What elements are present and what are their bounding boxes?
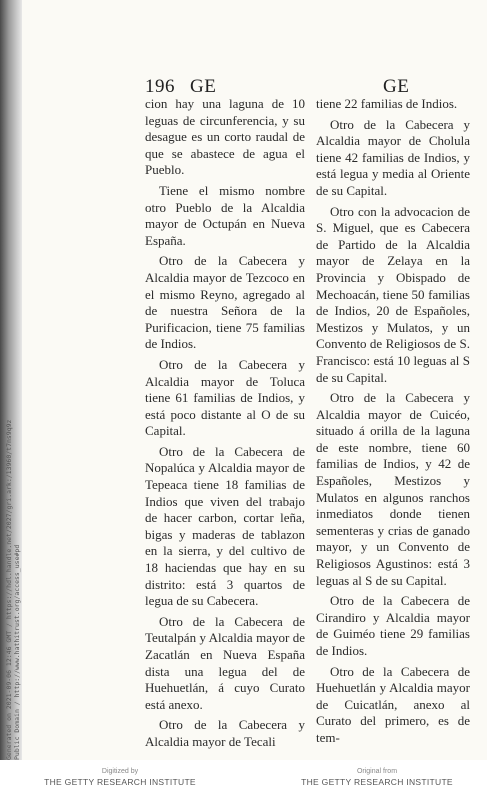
watermark-generated-line: Generated on 2021-09-06 12:46 GMT / https://hdl.handle.net/2027/gri.ark:/13960/t7ns9q9z	[5, 419, 13, 760]
digitized-by-block	[40, 768, 200, 787]
right-running-head: GE	[383, 76, 410, 97]
left-paragraph: Otro de la Cabecera y Alcaldia mayor de Tecali	[145, 717, 305, 749]
right-paragraph: tiene 22 familias de Indios.	[316, 96, 458, 111]
digitized-by-label: Digitized by	[101, 768, 139, 775]
page-footer	[0, 760, 487, 800]
digitized-by-institution: THE GETTY RESEARCH INSTITUTE	[44, 777, 196, 787]
right-paragraph: Otro de la Cabecera de Cirandiro y Alcaldia mayor de Guiméo tiene 29 familias de Indios.	[316, 593, 470, 658]
left-paragraph: Otro de la Cabecera y Alcaldia mayor de Tezcoco en el mismo Reyno, agregado al de nuestra Señora de la Purificacion, tiene 75 familias de Indios.	[145, 253, 305, 352]
watermark-license-line: Public Domain / http://www.hathitrust.org/access_use#pd	[13, 544, 21, 760]
left-paragraph: Otro de la Cabecera de Teutalpán y Alcaldia mayor de Zacatlán en Nueva España dista una legua del de Huehuetlán, á cuyo Curato está anexo.	[145, 613, 305, 712]
original-from-institution: THE GETTY RESEARCH INSTITUTE	[301, 777, 453, 787]
left-paragraph: Tiene el mismo nombre otro Pueblo de la Alcaldia mayor de Octupán en Nueva España.	[145, 182, 305, 248]
left-running-head: GE	[190, 76, 217, 97]
left-paragraph: Otro de la Cabecera y Alcaldia mayor de Toluca tiene 61 familias de Indios, y está poco distante al O de su Capital.	[145, 356, 305, 439]
hathitrust-watermark	[3, 300, 23, 760]
right-paragraph: Otro con la advocacion de S. Miguel, que es Cabecera de Partido de la Alcaldia mayor de Zelaya en la Provincia y Obispado de Mechoacán, tiene 50 familias de Indios, 20 de Españoles, Mestizos y Mulatos, y un Convento de Religiosos de S. Francisco: está 10 leguas al S de su Capital.	[316, 203, 470, 385]
left-paragraph: cion hay una laguna de 10 leguas de circunferencia, y su desague es un corto raudal de que se abastece de agua el Pueblo.	[145, 96, 305, 178]
original-from-block	[292, 768, 462, 787]
left-paragraph: Otro de la Cabecera de Nopalúca y Alcaldia mayor de Tepeaca tiene 18 familias de Indios que viven del trabajo de hacer carbon, cortar leña, bigas y maderas de tablazon en la sierra, y del cultivo de 18 haciendas que hay en su distrito: está 3 quartos de legua de su Cabecera.	[145, 443, 305, 609]
right-paragraph: Otro de la Cabecera y Alcaldia mayor de Cuicéo, situado á orilla de la laguna de este nombre, tiene 60 familias de Indios, y 42 de Españoles, Mestizos y Mulatos en algunos ranchos inmediatos donde tienen sementeras y crias de ganado mayor, y un Convento de Religiosos Agustinos: está 3 leguas al S de su Capital.	[316, 390, 470, 588]
right-paragraph: Otro de la Cabecera de Huehuetlán y Alcaldia mayor de Cuicatlán, anexo al Curato del primero, es de tem-	[316, 663, 470, 745]
page-number: 196	[145, 76, 175, 97]
left-text-column	[145, 96, 305, 751]
right-text-column	[316, 96, 470, 747]
original-from-label: Original from	[356, 768, 398, 775]
right-paragraph: Otro de la Cabecera y Alcaldia mayor de Cholula tiene 42 familias de Indios, y está legua y media al Oriente de su Capital.	[316, 116, 470, 198]
